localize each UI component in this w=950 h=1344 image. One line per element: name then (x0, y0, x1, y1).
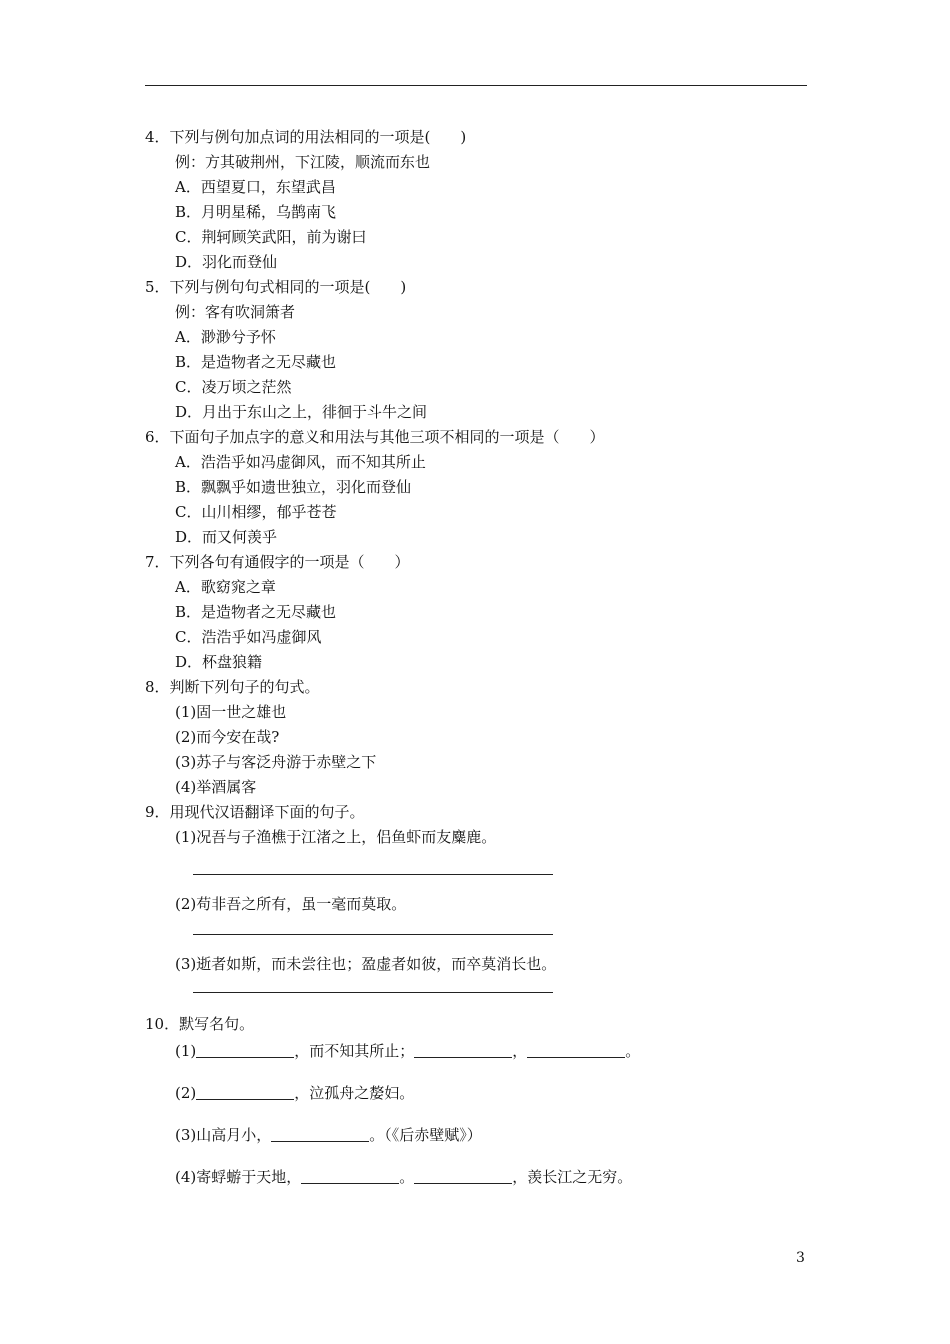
fill-blank[interactable] (414, 1168, 512, 1184)
recitation-line-3 (145, 1123, 807, 1148)
fill-blank[interactable] (301, 1168, 399, 1184)
recitation-2-label: (2) (175, 1084, 197, 1102)
question-5-option-a: A．渺渺兮予怀 (175, 328, 276, 346)
fill-blank[interactable] (271, 1126, 369, 1142)
recitation-4-period: 。 (399, 1168, 415, 1186)
recitation-4-text: (4)寄蜉蝣于天地， (175, 1168, 302, 1186)
recitation-3-text: (3)山高月小， (175, 1126, 272, 1144)
question-7-option-b: B．是造物者之无尽藏也 (175, 603, 337, 621)
question-4-option-c: C．荆轲顾笑武阳，前为谢曰 (175, 228, 367, 246)
question-4-example: 例：方其破荆州，下江陵，顺流而东也 (175, 153, 431, 171)
page-number: 3 (796, 1250, 805, 1266)
question-4-option-d: D．羽化而登仙 (175, 253, 278, 271)
question-8-item-4: (4)举酒属客 (175, 778, 257, 796)
fill-blank[interactable] (196, 1042, 294, 1058)
recitation-line-1 (145, 1039, 807, 1064)
question-6-option-b: B．飘飘乎如遗世独立，羽化而登仙 (175, 478, 412, 496)
recitation-2-text: ，泣孤舟之嫠妇。 (294, 1084, 415, 1102)
question-8-item-1: (1)固一世之雄也 (175, 703, 287, 721)
question-9-item-2: (2)苟非吾之所有，虽一毫而莫取。 (175, 895, 407, 913)
question-8-item-2: (2)而今安在哉? (175, 728, 280, 746)
question-5-example: 例：客有吹洞箫者 (175, 303, 296, 321)
question-5-option-c: C．凌万顷之茫然 (175, 378, 292, 396)
question-9-item-3: (3)逝者如斯，而未尝往也；盈虚者如彼，而卒莫消长也。 (175, 955, 557, 973)
question-9-item-1: (1)况吾与子渔樵于江渚之上，侣鱼虾而友麋鹿。 (175, 828, 497, 846)
answer-line-2[interactable] (193, 934, 553, 935)
question-5-option-d: D．月出于东山之上，徘徊于斗牛之间 (175, 403, 428, 421)
fill-blank[interactable] (414, 1042, 512, 1058)
question-8-item-3: (3)苏子与客泛舟游于赤壁之下 (175, 753, 377, 771)
question-7-option-d: D．杯盘狼籍 (175, 653, 263, 671)
header-rule (145, 85, 807, 86)
recitation-line-2 (145, 1081, 807, 1106)
answer-line-1[interactable] (193, 874, 553, 875)
recitation-line-4 (145, 1165, 807, 1190)
question-4-option-a: A．西望夏口，东望武昌 (175, 178, 336, 196)
recitation-1-period: 。 (625, 1042, 641, 1060)
question-6-option-a: A．浩浩乎如冯虚御风，而不知其所止 (175, 453, 426, 471)
recitation-1-label: (1) (175, 1042, 197, 1060)
question-7-stem: 7．下列各句有通假字的一项是（ ） (145, 553, 410, 571)
fill-blank[interactable] (527, 1042, 625, 1058)
answer-line-3[interactable] (193, 992, 553, 993)
question-6-option-c: C．山川相缪，郁乎苍苍 (175, 503, 337, 521)
question-9-stem: 9．用现代汉语翻译下面的句子。 (145, 803, 365, 821)
fill-blank[interactable] (196, 1084, 294, 1100)
question-5-stem: 5．下列与例句句式相同的一项是( ) (145, 278, 407, 296)
question-7-option-a: A．歌窈窕之章 (175, 578, 276, 596)
recitation-4-text-end: ，羡长江之无穷。 (512, 1168, 633, 1186)
worksheet-body (145, 125, 807, 1190)
question-6-stem: 6．下面句子加点字的意义和用法与其他三项不相同的一项是（ ） (145, 428, 605, 446)
question-7-option-c: C．浩浩乎如冯虚御风 (175, 628, 322, 646)
recitation-3-source: 。（《后赤壁赋》） (369, 1126, 482, 1144)
recitation-1-comma: ， (512, 1042, 528, 1060)
recitation-1-text: ，而不知其所止； (294, 1042, 415, 1060)
question-4-stem: 4．下列与例句加点词的用法相同的一项是( ) (145, 128, 467, 146)
question-4-option-b: B．月明星稀，乌鹊南飞 (175, 203, 337, 221)
question-8-stem: 8．判断下列句子的句式。 (145, 678, 320, 696)
question-5-option-b: B．是造物者之无尽藏也 (175, 353, 337, 371)
question-10-stem: 10．默写名句。 (145, 1015, 255, 1033)
question-6-option-d: D．而又何羡乎 (175, 528, 278, 546)
